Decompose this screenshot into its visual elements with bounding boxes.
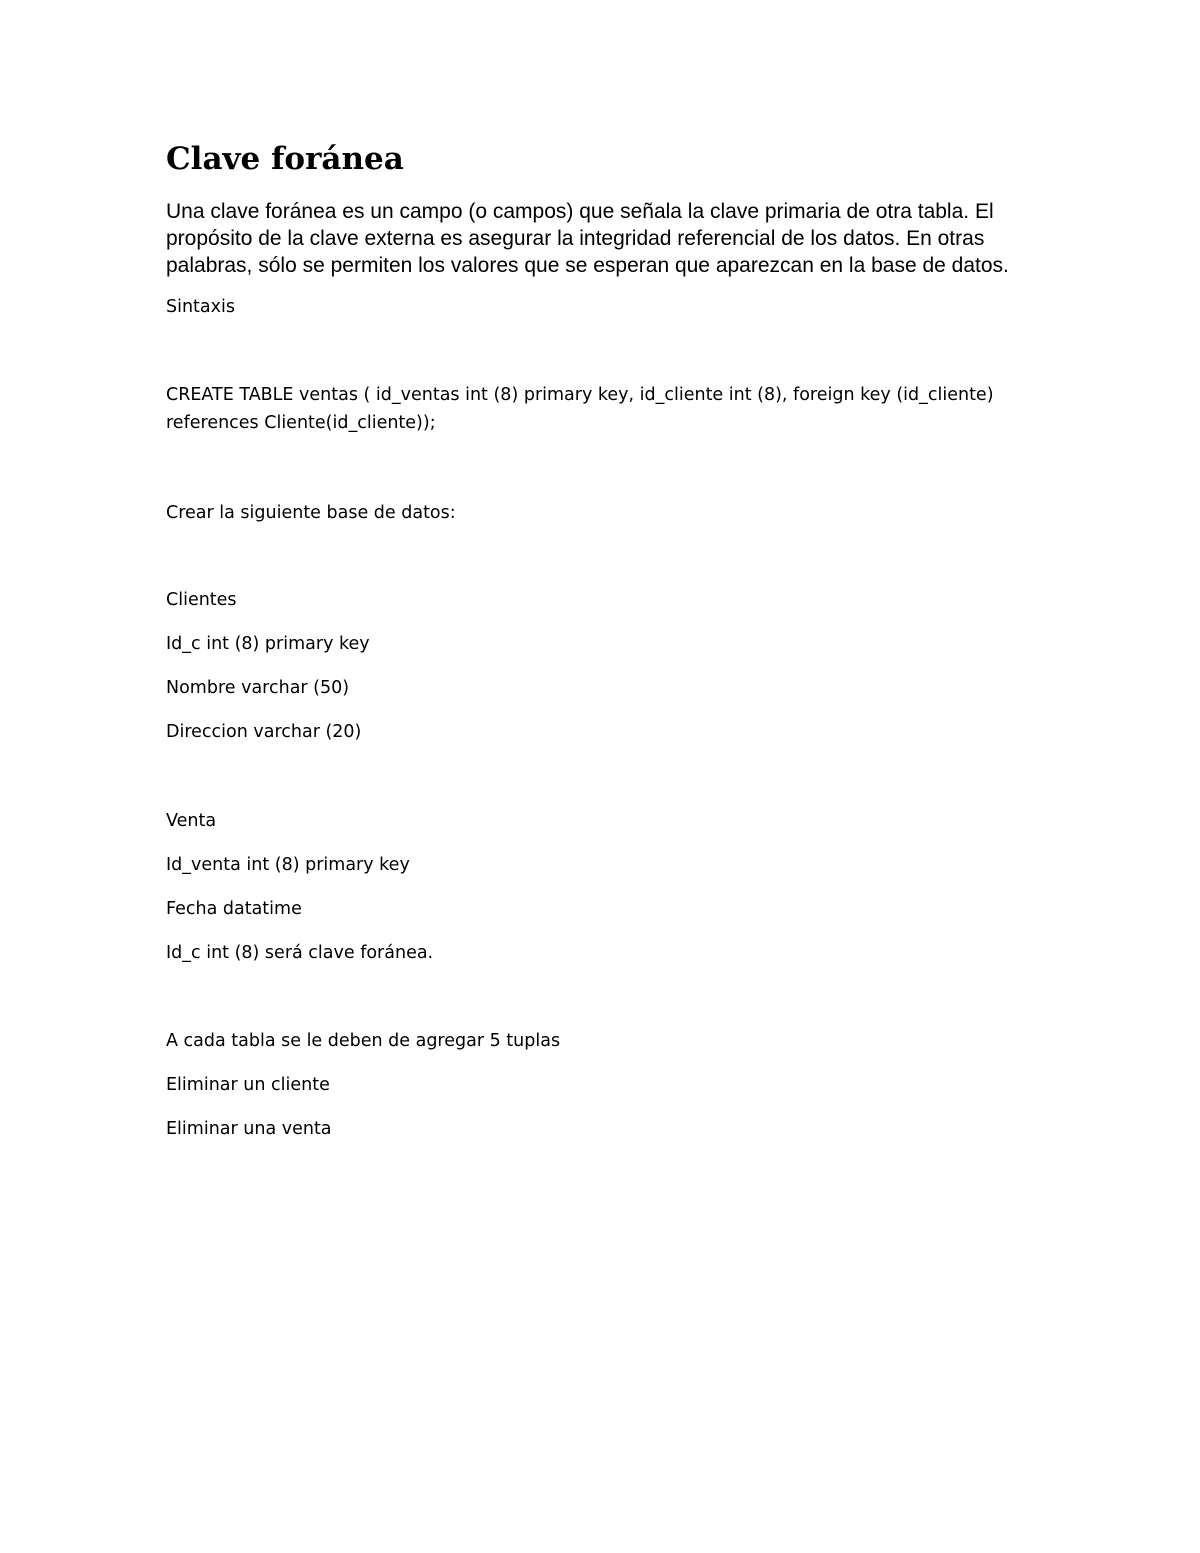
clientes-field: Id_c int (8) primary key [166,634,370,654]
intro-paragraph: Una clave foránea es un campo (o campos) que señala la clave primaria de otra tabla. El propósito de la clave externa es asegurar la integridad referencial de los datos. En otras palabras, sólo se permiten los valores que se esperan que aparezcan en la base de datos. [166,200,1009,277]
venta-table-name: Venta [166,811,217,831]
venta-field: Id_c int (8) será clave foránea. [166,943,434,963]
clientes-field: Nombre varchar (50) [166,678,350,698]
page-title: Clave foránea [166,141,404,177]
task-item: A cada tabla se le deben de agregar 5 tuplas [166,1031,561,1051]
syntax-code: CREATE TABLE ventas ( id_ventas int (8) primary key, id_cliente int (8), foreign key (id_cliente) references Cliente(id_cliente)); [166,385,994,433]
clientes-table-name: Clientes [166,590,237,610]
task-item: Eliminar un cliente [166,1075,330,1095]
task-item: Eliminar una venta [166,1119,332,1139]
venta-field: Id_venta int (8) primary key [166,855,410,875]
instruction-text: Crear la siguiente base de datos: [166,503,456,523]
clientes-field: Direccion varchar (20) [166,722,362,742]
venta-field: Fecha datatime [166,899,302,919]
syntax-label: Sintaxis [166,297,235,317]
